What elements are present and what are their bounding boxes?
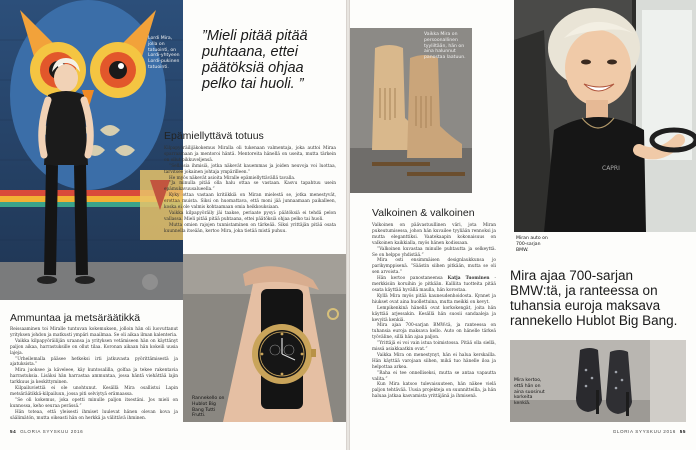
paragraph: Kyky ottaa vastaan kritiikkiä on Miran mielestä se, jotka menestyvät, erottaa muista. Siksi on huomattava, että moni jää junnaamaan paikalleen, koska ei ole valmis kohtaamaan omia heikkouksiaan.	[164, 193, 336, 211]
paragraph: ”Urheilemalla pääsee hetkeksi irti jatkuvasta pyörittämisestä ja ajatuksista.”	[10, 356, 178, 368]
paragraph	[372, 276, 496, 294]
magazine-label: GLORIA SYYSKUU 2016	[20, 429, 84, 434]
brand-name: Katja Tuominen	[447, 276, 490, 282]
section-heading-epamiellyttava: Epämiellyttävä totuus	[164, 130, 264, 142]
shoes-photo-caption: Mira kertoo, että hän on aina suosinut korkeita kenkiä.	[514, 378, 545, 407]
pull-quote: Mira ajaa 700-sarjan BMW:tä, ja ranteessa on tuhansia euroja maksava rannekello Hublot Big Bang.	[510, 268, 678, 328]
paragraph: Vaikka Mira on menestynyt, hän ei halua kerskailla. Hän käyttää varojaan siihen, mikä tuo hänelle iloa ja helpottaa arkea.	[372, 352, 496, 370]
paragraph: Kilpailuviettiä ei ole unohtunut. Kesällä Mira osallistui Lapin metsäräätikkä-kilpailuun, jossa piti selviytyä erämaassa.	[10, 386, 178, 397]
magazine-label: GLORIA SYYSKUU 2016	[612, 429, 676, 434]
paragraph: Valkoinen on päävastuullinen väri, jota Miran pukeutumisessa, johon hän kuvailee tyyliään rennoksi ja mutta eleganttiksi. Vaatekaapin kokonaisuus on valkoinen kaikkialla, myös hänen kodissaan.	[372, 223, 496, 246]
paragraph: ”Raha ei tee onnelliseksi, mutta se antaa vapautta valita.”	[372, 370, 496, 382]
section-body-ammuntaa	[10, 327, 178, 422]
boots-photo-caption: Vaikka Mira on persoonallinen tyyliltään, hän on aina halunnut panostaa laatuun.	[424, 32, 466, 61]
text-run: Hän kertoo panostaneensa	[377, 276, 448, 282]
paragraph: Hän toteaa, että yleisesti ihmiset luulevat hänen olevan kova ja säälimätön, mutta oikeasti hän on herkkä ja välittävä ihminen.	[10, 409, 178, 421]
section-body-valkoinen	[372, 223, 496, 400]
paragraph: Kyllä Mira myös pitää kauneudenhoidosta. Kynnet ja hiukset ovat aina huollettuina, mutta meikki on kevyt.	[372, 293, 496, 305]
paragraph: He myös näkevät asioita Miralle epämiellyttävällä tavalla.	[169, 175, 296, 181]
paragraph: Mira osti ensimmäisen designlaukkunsa jo parikymppisenä. ”Säästin siihen pitkään, mutta se oli sen arvoista.”	[372, 258, 496, 276]
car-photo-caption: Miran auto on 700-sarjan BMW.	[516, 236, 548, 253]
paragraph: ”Se oli kokemus, joka opetti minulle paljon itsestäni. Jos mieli on kunnossa, keho seuraa perässä.”	[10, 397, 178, 409]
left-page	[0, 0, 346, 450]
paragraph: Kun Mira katsoo tulevaisuuteen, hän näkee vielä paljon tehtävää. Uusia projekteja on suunnitteilla, ja hän haluaa jatkaa kasvamista yrittäjänä ja ihmisenä.	[372, 382, 496, 400]
paragraph: ”Yrittäjä ei voi vain istua toimistossa. Pitää olla siellä, missä asiakkaatkin ovat.”	[372, 341, 496, 353]
paragraph: ”Valkoinen kuvastaa minulle puhtautta ja selkeyttä. Se on helppo yhdistää.”	[372, 246, 496, 258]
page-folio-right	[613, 429, 686, 434]
watch-photo-caption: Rannekello on Hublot Big Bang Tutti Frutti.	[192, 396, 225, 419]
page-number: 54	[10, 429, 17, 434]
page-folio-left	[10, 429, 83, 434]
section-heading-valkoinen: Valkoinen & valkoinen	[372, 207, 475, 219]
paragraph: ”Ja minulla pitää olla halu ottaa se vastaan. Kasvu tapahtuu usein epämukavuusalueella.”	[164, 181, 336, 193]
paragraph: Mira juoksee ja käveleee, käy kuntosalilla, golfaa ja tekee rakentavia harrastuksia. Lisäksi hän harrastaa ammuntaa, jossa häntä viehättää lajin tarkkuus ja keskittyminen.	[10, 368, 178, 386]
paragraph: Kilpapyöräilijäkokemus Miralla oli tukenaan valmentaja, joka auttoi Miraa sparraamaan ja mentoroi häntä. Mentoreita hänellä on useita, mutta tärkein on ollut pikkuveljensä.	[164, 146, 336, 163]
section-body-epamiellyttava	[164, 146, 336, 235]
paragraph: Vaikka kilpapyöräilijän uraansa ja yrityksen vetämiseen hän on käyttänyt paljon aikaa, harrastuksille on ollut tilaa. Koronan aikaan hän kokeili uusia lajeja.	[10, 338, 178, 356]
right-page	[350, 0, 696, 450]
car-portrait-illustration	[514, 0, 696, 232]
paragraph: Reissaaminen toi Miralle tuntuvan kokemuksen, jolloin hän oli luovuttanut yrityksen johdon ja matkusti ympäri maailmaa. Se oli aikaa ilman kalenteria.	[10, 327, 178, 338]
section-heading-ammuntaa: Ammuntaa ja metsäräätikkä	[10, 312, 141, 324]
paragraph: ”Sellaisia ihmisiä, jotka näkevät kauemmas ja joiden neuvoja voi luottaa, tarvitsee jokainen johtaja ympärilleen.”	[164, 163, 336, 175]
shirt-print: CAPRI	[602, 165, 620, 172]
paragraph: Mutta omien rajojen tunnistaminen on tärkeää. Siksi yrittäjän pitää osata kuunnella itseään, kertoo Mira, joka tietää mistä puhuu.	[164, 222, 336, 234]
page-quote: ”Mieli pitää pitää puhtaana, ettei päätöksiä ohjaa pelko tai huoli. ”	[202, 28, 308, 92]
text-run: -merkkisiin koruihin jo pitkään. Kalliita tuotteita pitää osata käyttää hyvällä maulla, hän korostaa.	[372, 276, 496, 293]
mural-photo-caption: Lordi Mira, jolla on tatuointi, on Lordi-yhtyeen Lordi-pukinen tatuointi.	[148, 36, 180, 70]
paragraph: Vaikka kilpapyöräily jäi taakse, periaate pysyi: päätöksiä ei tehdä pelon vallassa. Mieli pitää pitää puhtaana, ettei päätöksiä ohjaa pelko tai huoli.	[164, 210, 336, 222]
paragraph: Mira ajaa 700-sarjan BMW:tä, ja ranteessa on tuhansia euroja maksava kello. Auto on hänelle tärkeä työväline, sillä hän ajaa paljon.	[372, 323, 496, 341]
paragraph: Lempikenkinä hänellä ovat korkokengät, joita hän käyttää arjessakin. Kesällä hän suosii sandaaleja ja kevyitä kenkiä.	[372, 305, 496, 323]
page-number: 55	[679, 429, 686, 434]
car-portrait-photo	[514, 0, 696, 232]
